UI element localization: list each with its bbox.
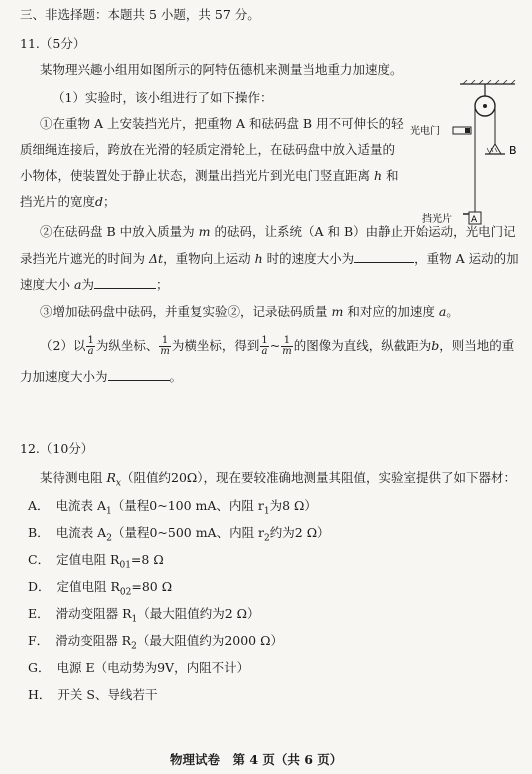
equipment-rest: （最大阻值约为2000 Ω） [136,633,283,648]
equipment-label: H． [28,687,52,702]
frac-denominator: m [282,346,292,357]
equipment-rest: =8 Ω [130,552,164,567]
q11-step1-line4-text: 挡光片的宽度 [20,194,96,209]
equipment-text: 定值电阻 R [56,579,120,594]
q11-part2-tilde: ~ [269,338,281,353]
equipment-text: 滑动变阻器 R [55,633,132,648]
equipment-label: A． [28,498,50,513]
fraction-one-over-a-2 [260,336,268,357]
equipment-text: 电流表 A [55,525,107,540]
equipment-label: D． [28,579,51,594]
q11-step2-line2b: ，重物向上运动 [163,251,251,266]
equipment-label: E． [28,606,50,621]
label-shade-plate: 挡光片 [422,214,452,225]
equipment-item [28,552,164,574]
answer-blank-acceleration[interactable] [94,276,156,289]
q11-part2-e: ，则当地的重 [439,338,515,353]
frac-denominator: a [261,346,268,357]
q11-step1-line3 [20,168,399,184]
q12-intro-a: 某待测电阻 [40,470,103,485]
q11-part2-line2b: 。 [169,369,183,384]
frac-numerator: 1 [281,336,292,347]
equipment-sub: 2 [131,641,137,652]
equipment-sub: 2 [106,533,112,544]
equipment-rest: =80 Ω [131,579,173,594]
q11-part2-line2 [20,368,182,385]
var-m: m [198,224,211,239]
page-footer: 物理试卷 第 4 页（共 6 页） [170,752,343,767]
q12-number: 12.（10分） [20,441,94,456]
q11-step2-line1b: 的砝码，让系统（A 和 B）由静止开始运动，光电门记 [214,224,516,239]
section-heading: 三、非选择题：本题共 5 小题，共 57 分。 [20,7,260,22]
q11-step3 [40,304,459,320]
label-a: A [471,215,478,225]
fraction-one-over-a [86,336,94,357]
q11-step2-line2d: ，重物 A 运动的加 [414,251,519,266]
q11-step2-line2 [20,250,519,267]
frac-numerator: 1 [87,335,94,346]
fraction-one-over-m-2 [281,336,292,357]
var-h: h [374,168,383,183]
word-and: 和 [386,168,399,183]
label-photogate: 光电门 [410,126,440,137]
equipment-item [28,606,260,628]
q11-step1-line2: 质细绳连接后，跨放在光滑的轻质定滑轮上，在砝码盘中放入适量的 [20,142,396,157]
equipment-text: 电流表 A [55,498,107,513]
var-b: b [431,338,440,353]
q11-part2-b: 为纵坐标、 [95,338,159,353]
var-d: d [95,194,104,209]
equipment-sub: 1 [131,614,138,625]
q11-part2-line2a: 力加速度大小为 [20,369,108,384]
q11-part1-label: （1）实验时，该小组进行了如下操作： [52,90,273,105]
var-dt: Δt [149,251,164,266]
equipment-rest: （量程0~100 mA、内阻 r [111,498,264,513]
q11-part2-a: （2）以 [40,338,86,353]
q11-step2-line3b: 为 [81,277,94,292]
equipment-item [28,498,317,520]
ceiling-icon [460,80,515,84]
q11-part2-c: 为横坐标，得到 [171,338,260,353]
var-a-2: a [438,304,447,319]
var-a: a [74,277,82,292]
frac-numerator: 1 [159,336,170,347]
equipment-text: 滑动变阻器 R [55,606,132,621]
q12-intro [40,470,516,492]
equipment-item [28,633,283,655]
q11-part2-line1 [40,334,514,358]
q11-step2-line1a: ②在砝码盘 B 中放入质量为 [40,224,195,239]
q11-step2-line3 [20,276,168,293]
var-rx: $R_x$ [106,470,121,489]
equipment-rsub: 1 [263,506,270,517]
answer-blank-velocity[interactable] [354,250,414,263]
q11-number: 11.（5分） [20,36,86,51]
q11-step3a: ③增加砝码盘中砝码，并重复实验②，记录砝码质量 [40,304,328,319]
equipment-sub: 02 [119,587,132,598]
equipment-rest: （最大阻值约为2 Ω） [137,606,260,621]
label-b: B [509,144,517,157]
photogate-sensor [465,128,470,133]
q11-step2-line3a: 速度大小 [20,277,71,292]
var-h-2: h [254,251,263,266]
q11-step2-line2a: 录挡光片遮光的时间为 [20,251,146,266]
q11-step1-end: ； [103,194,116,209]
answer-blank-gravity[interactable] [108,368,170,381]
equipment-item [28,687,157,709]
equipment-label: B． [28,525,50,540]
q11-part2-d: 的图像为直线，纵截距为 [293,338,432,353]
var-m-2: m [331,304,344,319]
equipment-item [28,579,172,601]
equipment-text: 定值电阻 R [56,552,120,567]
atwood-machine-figure [405,80,525,240]
frac-denominator: m [160,346,170,357]
equipment-item [28,660,249,682]
q11-step3b: 和对应的加速度 [347,304,435,319]
equipment-tail: 为8 Ω） [269,498,317,513]
equipment-sub: 01 [119,560,131,571]
q11-step3c: 。 [446,304,459,319]
equipment-tail: 约为2 Ω） [269,525,330,540]
q11-step2-line2c: 时的速度大小为 [266,251,355,266]
equipment-label: F． [28,633,50,648]
equipment-rest: （量程0~500 mA、内阻 r [111,525,265,540]
pulley-axle [483,104,487,108]
q11-step2-line3c: ； [155,277,169,292]
equipment-sub: 1 [106,506,112,517]
equipment-rsub: 2 [264,533,270,544]
tray-b-icon [489,144,501,154]
q11-step1-line3-text: 小物体，使装置处于静止状态，测量出挡光片到光电门竖直距离 [20,168,371,183]
q11-step1-line1: ①在重物 A 上安装挡光片，把重物 A 和砝码盘 B 用不可伸长的轻 [40,116,404,131]
q12-intro-b: （阻值约20Ω），现在要较准确地测量其阻值，实验室提供了如下器材： [121,470,517,485]
equipment-text: 电源 E（电动势为9V，内阻不计） [56,660,250,675]
equipment-text: 开关 S、导线若干 [57,687,158,702]
equipment-item [28,525,330,547]
fraction-one-over-m [159,336,170,357]
equipment-label: C． [28,552,51,567]
frac-numerator: 1 [261,335,268,346]
frac-denominator: a [87,346,94,357]
q11-step1-line4 [20,194,116,210]
q11-intro: 某物理兴趣小组用如图所示的阿特伍德机来测量当地重力加速度。 [40,62,403,77]
equipment-label: G． [28,660,51,675]
